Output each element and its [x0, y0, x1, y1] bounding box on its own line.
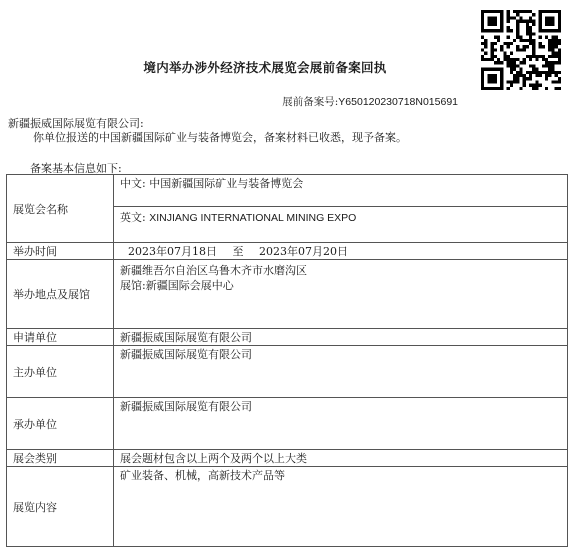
- category-value: 展会题材包含以上两个及两个以上大类: [114, 450, 568, 467]
- filing-info-table: [6, 174, 568, 547]
- table-row: [7, 260, 568, 329]
- venue-value: [114, 260, 568, 329]
- cn-name: 中国新疆国际矿业与装备博览会: [149, 177, 304, 190]
- start-date: 2023年07月18日: [128, 245, 217, 258]
- qr-code: [481, 10, 561, 90]
- table-row: [7, 398, 568, 450]
- time-label: 举办时间: [7, 243, 114, 260]
- cn-prefix: 中文:: [120, 177, 146, 190]
- category-label: 展会类别: [7, 450, 114, 467]
- table-row: [7, 467, 568, 547]
- addressee: 新疆振威国际展览有限公司:: [8, 117, 144, 130]
- host-value: 新疆振威国际展览有限公司: [114, 346, 568, 398]
- notice-text: 你单位报送的中国新疆国际矿业与装备博览会，备案材料已收悉，现予备案。: [33, 131, 407, 144]
- organizer-label: 承办单位: [7, 398, 114, 450]
- host-label: 主办单位: [7, 346, 114, 398]
- table-row: [7, 346, 568, 398]
- table-row: [7, 450, 568, 467]
- document-title: 境内举办涉外经济技术展览会展前备案回执: [143, 60, 387, 75]
- registration-label: 展前备案号:: [282, 96, 339, 108]
- en-name: XINJIANG INTERNATIONAL MINING EXPO: [149, 212, 357, 224]
- applicant-label: 申请单位: [7, 329, 114, 346]
- end-date: 2023年07月20日: [259, 245, 348, 258]
- venue-address: 新疆维吾尔自治区乌鲁木齐市水磨沟区: [120, 264, 307, 277]
- venue-label: 举办地点及展馆: [7, 260, 114, 329]
- to-label: 至: [232, 245, 244, 258]
- table-row: [7, 175, 568, 207]
- content-value: 矿业装备、机械，高新技术产品等: [114, 467, 568, 547]
- organizer-value: 新疆振威国际展览有限公司: [114, 398, 568, 450]
- exhibition-name-cn: [114, 175, 568, 207]
- time-value: [114, 243, 568, 260]
- applicant-value: 新疆振威国际展览有限公司: [114, 329, 568, 346]
- exhibition-name-label: 展览会名称: [7, 175, 114, 243]
- table-row: [7, 329, 568, 346]
- en-prefix: 英文:: [120, 211, 146, 224]
- table-row: [7, 243, 568, 260]
- venue-hall: 展馆:新疆国际会展中心: [120, 279, 234, 292]
- exhibition-name-en: [114, 207, 568, 243]
- registration-number-line: [282, 94, 458, 109]
- registration-number: Y650120230718N015691: [338, 96, 458, 108]
- content-label: 展览内容: [7, 467, 114, 547]
- info-heading: 备案基本信息如下:: [30, 162, 122, 175]
